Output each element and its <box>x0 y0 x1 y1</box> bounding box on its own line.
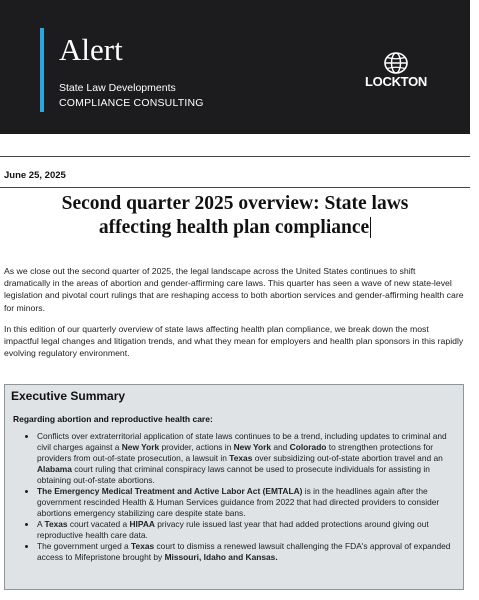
intro-paragraph-1: As we close out the second quarter of 2025, the legal landscape across the United States continues to shift dramatically in the areas of abortion and gender-affirming care laws. This quarter has seen a wave of new state-level legislation and pivotal court rulings that are reshaping access to both abortion services and gender-affirming health care for minors. <box>4 266 464 313</box>
bullet-text: is in the headlines again after the government rescinded Health & Human Services guidance from 2022 that had directed providers to consider abortions emergency stabilizing care despite state bans. <box>37 486 440 518</box>
bullet-text: Conflicts over extraterritorial application of state laws continues to be a trend, including updates to criminal and civil charges against a <box>37 431 447 452</box>
summary-title: Executive Summary <box>11 389 126 403</box>
bullet-text: The government urged a <box>37 541 132 551</box>
bullet-bold-text: Texas <box>44 519 68 529</box>
title-line-2 <box>20 216 450 240</box>
summary-bullet <box>37 541 462 563</box>
divider-top <box>0 156 470 157</box>
summary-bullet-list <box>23 431 462 563</box>
bullet-bold-text: Alabama <box>37 464 72 474</box>
bullet-text: over subsidizing out-of-state abortion travel and an <box>252 453 443 463</box>
bullet-text: court to dismiss a renewed lawsuit challenging the FDA's approval of expanded access to Mifepristone brought by <box>37 541 451 562</box>
bullet-text: privacy rule issued last year that had added protections around giving out reproductive health care data. <box>37 519 429 540</box>
alert-category: COMPLIANCE CONSULTING <box>59 97 204 109</box>
globe-icon <box>383 52 409 74</box>
bullet-bold-text: New York <box>121 442 160 452</box>
page-title <box>20 192 450 240</box>
alert-title: Alert <box>59 32 123 67</box>
bullet-bold-text: Texas <box>229 453 253 463</box>
bullet-text: A <box>37 519 45 529</box>
lockton-logo <box>355 52 437 92</box>
bullet-bold-text: New York <box>233 442 272 452</box>
title-line-1: Second quarter 2025 overview: State laws <box>61 193 409 214</box>
bullet-bold-text: Missouri, Idaho and Kansas. <box>164 552 278 562</box>
bullet-text: and <box>271 442 290 452</box>
header-banner <box>0 0 470 134</box>
title-line-2-text: affecting health plan compliance <box>98 217 370 238</box>
divider-bottom <box>0 187 470 188</box>
bullet-text: provider, actions in <box>159 442 234 452</box>
summary-bullet <box>37 519 462 541</box>
logo-wordmark: LOCKTON <box>365 74 427 89</box>
publish-date: June 25, 2025 <box>4 170 66 181</box>
bullet-bold-text: HIPAA <box>129 519 155 529</box>
intro-paragraph-2: In this edition of our quarterly overview of state laws affecting health plan compliance, we break down the most impactful legal changes and litigation trends, and what they mean for employers and health plan sponsors in this rapidly evolving regulatory environment. <box>4 324 464 359</box>
bullet-text: court ruling that criminal conspiracy laws cannot be used to prosecute individuals for assisting in obtaining out-of-state abortions. <box>37 464 430 485</box>
summary-bullet <box>37 431 462 486</box>
summary-bullet <box>37 486 462 519</box>
bullet-bold-text: The Emergency Medical Treatment and Active Labor Act (EMTALA) <box>37 486 303 496</box>
bullet-bold-text: Texas <box>131 541 155 551</box>
summary-subheading: Regarding abortion and reproductive health care: <box>13 414 213 424</box>
bullet-bold-text: Colorado <box>289 442 327 452</box>
bullet-text: to strengthen protections for providers from out-of-state prosecution, a lawsuit in <box>37 442 434 463</box>
accent-bar <box>40 28 44 112</box>
bullet-text: court vacated a <box>67 519 130 529</box>
alert-subtitle: State Law Developments <box>59 82 176 94</box>
executive-summary-box <box>4 384 464 590</box>
